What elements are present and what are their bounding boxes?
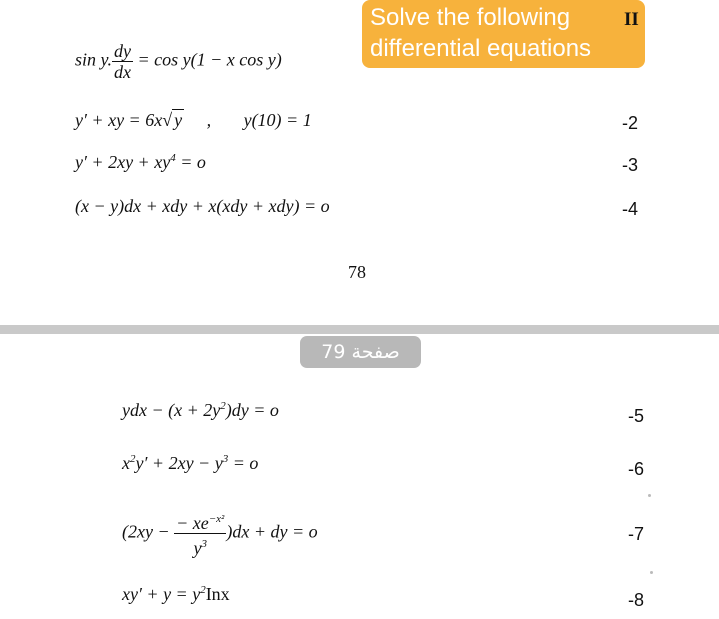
item-number-2: -2 <box>622 113 639 133</box>
item-number-6: -6 <box>628 459 645 479</box>
instruction-banner <box>362 0 645 68</box>
page-divider <box>0 325 719 334</box>
eq7-fraction <box>174 509 226 558</box>
equation-4 <box>75 196 330 217</box>
eq2-separator: , <box>206 110 212 130</box>
eq1-numerator: dy <box>114 41 132 61</box>
equation-3 <box>75 152 206 173</box>
item-number-8: -8 <box>628 590 645 610</box>
eq5-part-b: )dy = o <box>225 400 279 420</box>
eq3-rest: = o <box>175 152 206 172</box>
eq7-suffix: )dx + dy = o <box>226 521 318 542</box>
eq6-exponent-b: 3 <box>222 453 229 465</box>
eq6-part-a: x <box>122 453 130 473</box>
page-number: 78 <box>348 262 366 282</box>
eq6-part-c: = o <box>228 453 259 473</box>
sqrt-symbol: √ <box>162 110 173 130</box>
page-indicator-pill: صفحة 79 <box>300 336 421 368</box>
equation-2 <box>75 110 312 131</box>
equation-7 <box>122 509 318 558</box>
eq1-suffix: = cos y(1 − x cos y) <box>133 49 282 70</box>
equation-8 <box>122 584 230 605</box>
eq2-lhs: y′ + xy = 6x <box>75 110 163 130</box>
eq8-part-b: Inx <box>205 584 230 604</box>
eq3-main: y′ + 2xy + xy <box>75 152 171 172</box>
eq6-part-b: y′ + 2xy − y <box>135 453 223 473</box>
eq4-main: (x − y)dx + xdy + x(xdy + xdy) = o <box>75 196 330 216</box>
item-number-3: -3 <box>622 155 639 175</box>
eq6-exponent-a: 2 <box>130 453 136 465</box>
equation-5 <box>122 400 279 421</box>
eq1-prefix: sin y. <box>75 49 113 70</box>
item-number-4: -4 <box>622 199 639 219</box>
eq7-numerator-exponent: −x² <box>208 513 225 525</box>
eq7-numerator: − xe <box>176 513 209 533</box>
item-number-7: -7 <box>628 524 645 544</box>
banner-line-2: differential equations <box>370 35 592 62</box>
equation-6 <box>122 453 258 474</box>
banner-line-1: Solve the following <box>370 4 571 31</box>
eq2-radicand: y <box>174 110 183 130</box>
eq8-exponent: 2 <box>200 584 206 596</box>
scan-speck <box>650 571 653 574</box>
eq7-prefix: (2xy − <box>122 521 175 542</box>
page-79 <box>0 334 719 619</box>
eq7-denominator-exponent: 3 <box>201 538 207 550</box>
eq1-denominator: dx <box>114 62 132 82</box>
eq7-denominator: y <box>193 538 202 558</box>
eq1-fraction <box>112 41 133 82</box>
item-number-5: -5 <box>628 406 645 426</box>
eq8-part-a: xy′ + y = y <box>122 584 201 604</box>
scan-speck <box>648 494 651 497</box>
eq5-exponent: 2 <box>220 400 226 412</box>
eq3-exponent: 4 <box>170 152 176 164</box>
eq2-initial-condition: y(10) = 1 <box>243 110 312 130</box>
section-number: II <box>624 9 639 30</box>
eq5-part-a: ydx − (x + 2y <box>122 400 221 420</box>
equation-1 <box>75 41 282 82</box>
